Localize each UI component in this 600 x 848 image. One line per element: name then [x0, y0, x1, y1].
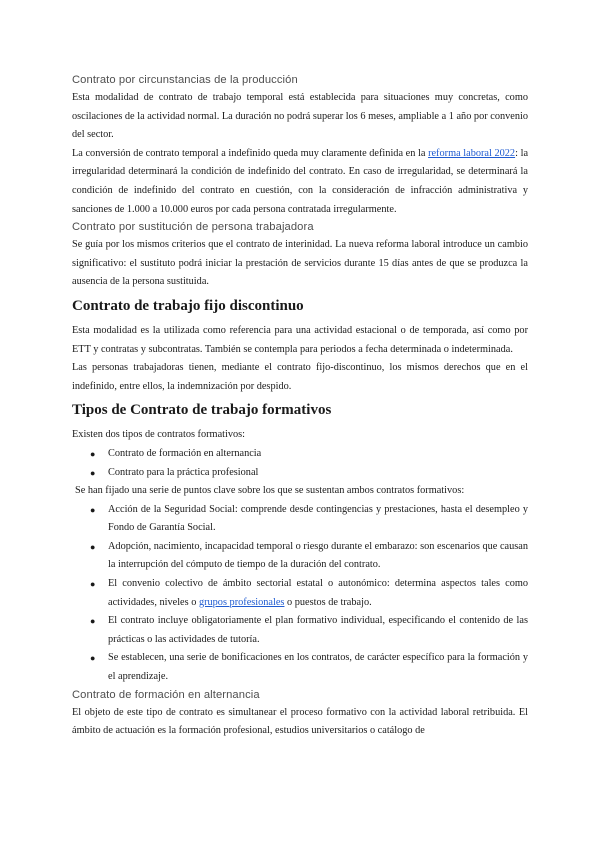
paragraph-fijo-1: Esta modalidad es la utilizada como referencia para una actividad estacional o de temporada, así como por ETT y contratas y subcontratas. También se contempla para periodos a fecha determinada o indeterminada. — [72, 324, 528, 355]
bullet-icon: ● — [90, 616, 96, 627]
bullet-icon: ● — [90, 504, 96, 515]
list-puntos-clave — [72, 501, 528, 687]
heading-sustitucion: Contrato por sustitución de persona trabajadora — [72, 221, 314, 234]
heading-formativos: Tipos de Contrato de trabajo formativos — [72, 402, 332, 419]
list-item — [90, 501, 528, 538]
text-segment: o puestos de trabajo. — [284, 596, 372, 608]
paragraph-formativos-intro: Existen dos tipos de contratos formativos: — [72, 429, 246, 441]
list-item-text: Acción de la Seguridad Social: comprende desde contingencias y prestaciones, hasta el desempleo y Fondo de Garantía Social. — [108, 503, 528, 534]
bullet-icon: ● — [90, 467, 96, 478]
list-item — [90, 464, 528, 483]
heading-fijo-discontinuo: Contrato de trabajo fijo discontinuo — [72, 297, 304, 314]
list-tipos-formativos — [72, 445, 528, 482]
paragraph-circunstancias-1: Esta modalidad de contrato de trabajo temporal está establecida para situaciones muy concretas, como oscilaciones de la actividad normal. La duración no podrá superar los 6 meses, ampliable a 1 año por convenio del sector. — [72, 92, 528, 141]
paragraph-fijo-2: Las personas trabajadoras tienen, mediante el contrato fijo-discontinuo, los mismos derechos que en el indefinido, entre ellos, la indemnización por despido. — [72, 362, 528, 392]
list-item — [90, 575, 528, 612]
link-grupos-profesionales[interactable]: grupos profesionales — [198, 596, 285, 608]
paragraph-circunstancias-2 — [72, 145, 528, 219]
list-item-text: El contrato incluye obligatoriamente el plan formativo individual, especificando el contenido de las prácticas o las actividades de tutoría. — [108, 615, 528, 645]
bullet-icon: ● — [90, 653, 96, 664]
paragraph-alternancia: El objeto de este tipo de contrato es simultanear el proceso formativo con la actividad laboral retribuida. El ámbito de actuación es la formación profesional, estudios universitarios o catálogo de — [72, 706, 528, 737]
list-item — [90, 649, 528, 686]
bullet-icon: ● — [90, 448, 96, 459]
text-segment: : la irregularidad determinará la condición de indefinido del contrato. En caso de irregularidad, se determinará la condición de indefinido del contrato en cuestión, con la consideración de infracción administrativa y sanciones de 1.000 a 10.000 euros por cada persona contratada irregularmente. — [72, 147, 529, 215]
list-item-text: Contrato de formación en alternancia — [108, 447, 262, 459]
bullet-icon: ● — [90, 579, 96, 590]
paragraph-puntos-intro: Se han fijado una serie de puntos clave sobre los que se sustentan ambos contratos formativos: — [75, 485, 465, 497]
list-item — [90, 445, 528, 464]
heading-alternancia: Contrato de formación en alternancia — [72, 688, 260, 701]
list-item — [90, 538, 528, 575]
paragraph-sustitucion: Se guía por los mismos criterios que el contrato de interinidad. La nueva reforma laboral introduce un cambio significativo: el sustituto podrá iniciar la prestación de servicios durante 15 días antes de que se produzca la ausencia de la persona sustituida. — [72, 239, 528, 288]
text-segment: La conversión de contrato temporal a indefinido queda muy claramente definida en la — [72, 147, 429, 159]
bullet-icon: ● — [90, 541, 96, 552]
heading-circunstancias: Contrato por circunstancias de la producción — [72, 74, 298, 86]
list-item-text: Adopción, nacimiento, incapacidad temporal o riesgo durante el embarazo: son escenarios que causan la interrupción del cómputo de tiempo de la duración del contrato. — [108, 540, 528, 571]
link-reforma-laboral[interactable]: reforma laboral 2022 — [428, 147, 516, 159]
list-item — [90, 612, 528, 649]
list-item-text: Se establecen, una serie de bonificaciones en los contratos, de carácter específico para la formación y el aprendizaje. — [108, 652, 528, 683]
list-item-text: Contrato para la práctica profesional — [108, 466, 259, 478]
text-segment: El convenio colectivo de ámbito sectorial estatal o autonómico: determina aspectos tales como actividades, niveles o — [108, 578, 528, 608]
